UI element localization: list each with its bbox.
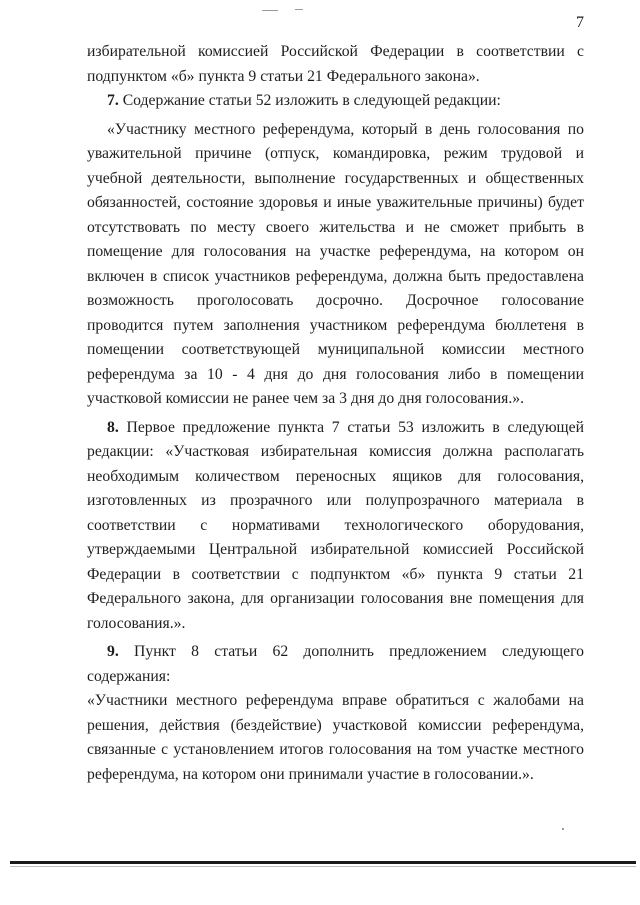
paragraph-text: «Участнику местного референдума, который в день голосования по уважительной причине (отпуск, командировка, режим трудовой и учебной деятельности, выполнение государственных и общественных обязанностей, состояние здоровья и иные уважительные причины) будет отсутствовать по месту своего жительства и не сможет прибыть в помещение для голосования на участке референдума, на котором он включен в список участников референдума, должна быть предоставлена возможность проголосовать досрочно. Досрочное голосование проводится путем заполнения участником референдума бюллетеня в помещении соответствующей муниципальной комиссии местного референдума за 10 - 4 дня до дня голосования либо в помещении участковой комиссии не ранее чем за 3 дня до дня голосования.». (87, 120, 584, 407)
page-number: 7 (576, 14, 584, 31)
paragraph-text: Первое предложение пункта 7 статьи 53 изложить в следующей редакции: «Участковая избирательная комиссия должна располагать необходимым количеством переносных ящиков для голосования, изготовленных из прозрачного или полупрозрачного материала в соответствии с нормативами технологического оборудования, утверждаемыми Центральной избирательной комиссией Российской Федерации в соответствии с подпунктом «б» пункта 9 статьи 21 Федерального закона, для организации голосования вне помещения для голосования.». (87, 418, 584, 632)
item-number: 9. (107, 643, 119, 660)
paragraph-quote-article-62 (87, 689, 584, 787)
paragraph-item-8 (87, 416, 584, 637)
scan-mark (262, 10, 278, 11)
document-body (87, 40, 584, 787)
scan-mark (295, 9, 303, 10)
bottom-border-line (10, 861, 636, 864)
paragraph-text: Пункт 8 статьи 62 дополнить предложением следующего содержания: (87, 643, 584, 685)
paragraph-quote-article-52 (87, 118, 584, 412)
paragraph-item-7 (87, 89, 584, 114)
bottom-border-shadow (10, 866, 636, 867)
item-number: 8. (107, 418, 119, 436)
paragraph-text: избирательной комиссией Российской Федерации в соответствии с подпунктом «б» пункта 9 статьи 21 Федерального закона». (87, 43, 584, 85)
item-number: 7. (107, 92, 119, 109)
paragraph-continuation (87, 40, 584, 89)
paragraph-item-9 (87, 640, 584, 689)
paragraph-text: Содержание статьи 52 изложить в следующей редакции: (118, 92, 501, 109)
scan-mark (562, 828, 564, 830)
paragraph-text: «Участники местного референдума вправе обратиться с жалобами на решения, действия (бездействие) участковой комиссии референдума, связанные с установлением итогов голосования на том участке местного референдума, на котором они принимали участие в голосовании.». (87, 692, 584, 783)
